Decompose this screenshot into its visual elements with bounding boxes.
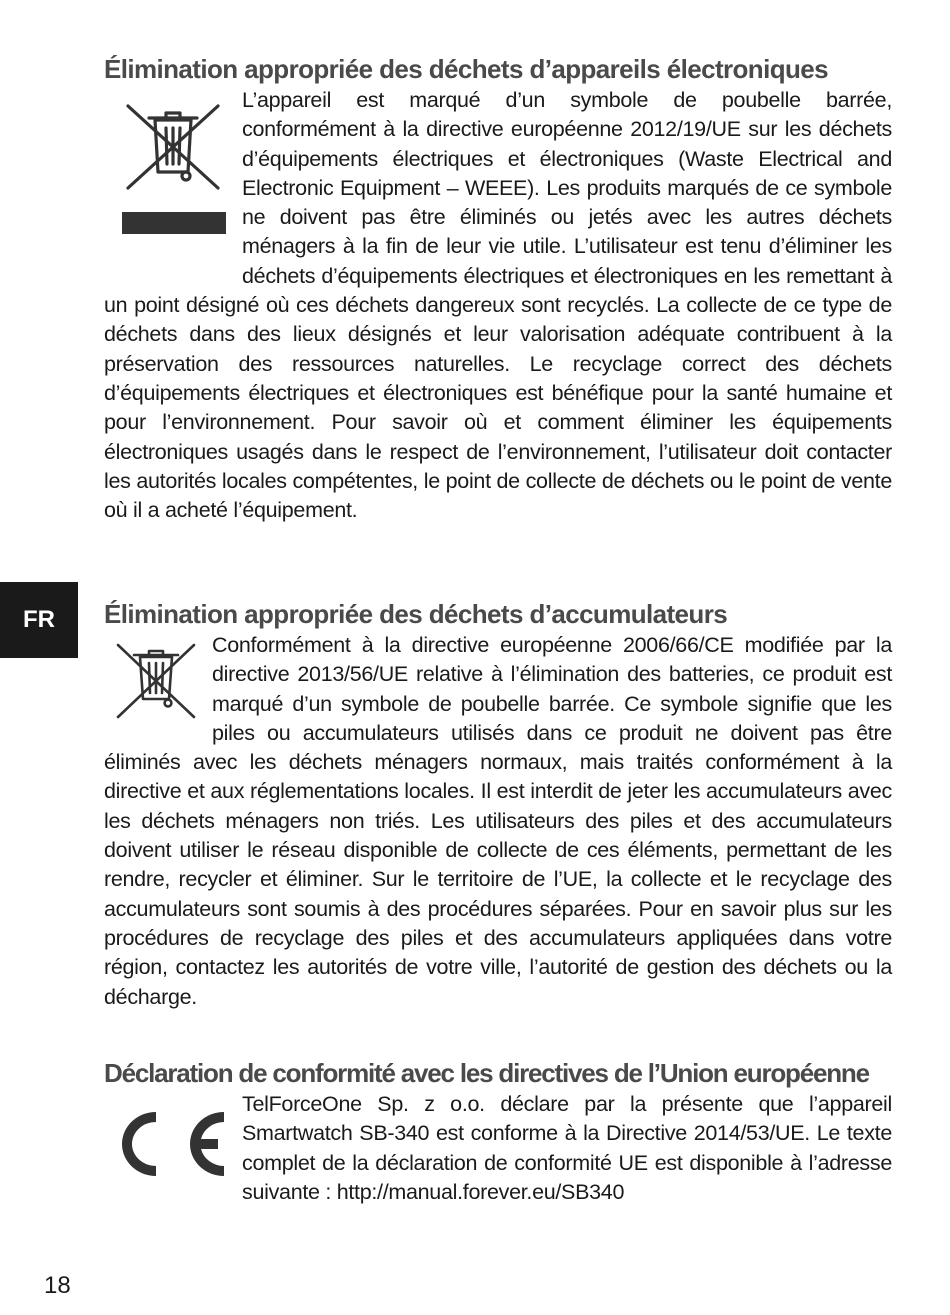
batteries-section [104,597,892,1012]
language-tab-label: FR [23,606,55,633]
batteries-heading: Élimination appropriée des déchets d’accumulateurs [104,599,728,629]
weee-heading: Élimination appropriée des déchets d’appareils électroniques [104,54,828,84]
conformity-paragraph: TelForceOne Sp. z o.o. déclare par la présente que l’appareil Smartwatch SB-340 est conforme à la Directive 2014/53/UE. Le texte complet de la déclaration de conformité UE est disponible à l’adresse suivante : http://manual.forever.eu/SB340 [242,1092,892,1204]
weee-paragraph: L’appareil est marqué d’un symbole de poubelle barrée, conformément à la directive européenne 2012/19/UE sur les déchets d’équipements électriques et électroniques (Waste Electrical and Electronic Equipment – WEEE). Les produits marqués de ce symbole ne doivent pas être éliminés ou jetés avec les autres déchets ménagers à la fin de leur vie utile. L’utilisateur est tenu d’éliminer les déchets d’équipements électriques et électroniques en les remettant à un point désigné où ces déchets dangereux sont recyclés. La collecte de ce type de déchets dans des lieux désignés et leur valorisation adéquate contribuent à la préservation des ressources naturelles. Le recyclage correct des déchets d’équipements électriques et électroniques est bénéfique pour la santé humaine et pour l’environnement. Pour savoir où et comment éliminer les équipements électroniques usagés dans le respect de l’environnement, l’utilisateur doit contacter les autorités locales compétentes, le point de collecte de déchets ou le point de vente où il a acheté l’équipement. [104,88,892,523]
weee-section [104,52,892,525]
conformity-heading: Déclaration de conformité avec les directives de l’Union européenne [104,1058,869,1088]
language-tab [0,582,78,658]
crossed-bin-with-bar-icon [104,96,242,282]
page-number: 18 [44,1272,71,1299]
batteries-paragraph: Conformément à la directive européenne 2006/66/CE modifiée par la directive 2013/56/UE relative à l’élimination des batteries, ce produit est marqué d’un symbole de poubelle barrée. Ce symbole signifie que les piles ou accumulateurs utilisés dans ce produit ne doivent pas être éliminés avec les déchets ménagers normaux, mais traités conformément à la directive et aux réglementations locales. Il est interdit de jeter les accumulateurs avec les déchets ménagers non triés. Les utilisateurs des piles et des accumulateurs doivent utiliser le réseau disponible de collecte de ces éléments, permettant de les rendre, recycler et éliminer. Sur le territoire de l’UE, la collecte et le recyclage des accumulateurs sont soumis à des procédures séparées. Pour en savoir plus sur les procédures de recyclage des piles et des accumulateurs appliquées dans votre région, contactez les autorités de votre ville, l’autorité de gestion des déchets ou la décharge. [104,633,892,1009]
crossed-bin-icon [104,641,212,725]
ce-mark-icon [104,1104,242,1194]
conformity-section [104,1056,892,1207]
